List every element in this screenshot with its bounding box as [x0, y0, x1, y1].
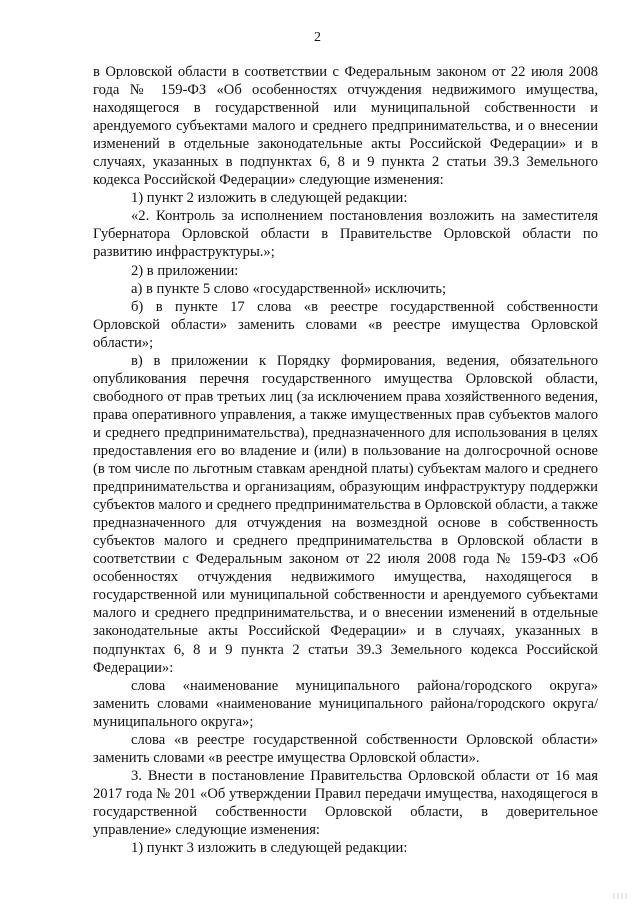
document-body — [93, 63, 598, 857]
paragraph-replace-words-1: слова «наименование муниципального района/городского округа» заменить словами «наименование муниципального района/городского округа/муниципального округа»; — [93, 677, 598, 730]
scan-artifact — [613, 893, 627, 899]
paragraph-replace-words-2: слова «в реестре государственной собственности Орловской области» заменить словами «в реестре имущества Орловской области». — [93, 731, 598, 766]
paragraph-item-1-text: «2. Контроль за исполнением постановления возложить на заместителя Губернатора Орловской области в Правительстве Орловской области по развитию инфраструктуры.»; — [93, 208, 598, 261]
paragraph-item-2a: а) в пункте 5 слово «государственной» исключить; — [131, 280, 447, 297]
paragraph-item-1: 1) пункт 2 изложить в следующей редакции: — [131, 190, 408, 207]
paragraph-item-2b: б) в пункте 17 слова «в реестре государственной собственности Орловской области» заменить словами «в реестре имущества Орловской области»; — [93, 298, 598, 351]
paragraph-item-3: 3. Внести в постановление Правительства Орловской области от 16 мая 2017 года № 201 «Об утверждении Правил передачи имущества, находящегося в государственной собственности Орловской области, в доверительное управление» следующие изменения: — [93, 767, 598, 838]
paragraph-intro-continuation: в Орловской области в соответствии с Федеральным законом от 22 июля 2008 года № 159-ФЗ «Об особенностях отчуждения недвижимого имущества, находящегося в государственной или муниципальной собственности и арендуемого субъектами малого и среднего предпринимательства, и о внесении изменений в отдельные законодательные акты Российской Федерации» и в случаях, указанных в подпунктах 6, 8 и 9 пункта 2 статьи 39.3 Земельного кодекса Российской Федерации» следующие изменения: — [93, 64, 598, 189]
page-number: 2 — [314, 30, 321, 45]
paragraph-item-3-1: 1) пункт 3 изложить в следующей редакции: — [131, 840, 408, 857]
paragraph-item-2: 2) в приложении: — [131, 262, 239, 279]
paragraph-item-2v: в) в приложении к Порядку формирования, ведения, обязательного опубликования перечня государственного имущества Орловской области, свободного от прав третьих лиц (за исключением права хозяйственного ведения, права оперативного управления, а также имущественных прав субъектов малого и среднего предпринимательства), предназначенного для использования в целях предоставления его во владение и (или) в пользование на долгосрочной основе (в том числе по льготным ставкам арендной платы) субъектам малого и среднего предпринимательства и организациям, образующим инфраструктуру поддержки субъектов малого и среднего предпринимательства в Орловской области, а также предназначенного для отчуждения на возмездной основе в собственность субъектов малого и среднего предпринимательства в Орловской области в соответствии с Федеральным законом от 22 июля 2008 года № 159-ФЗ «Об особенностях отчуждения недвижимого имущества, находящегося в государственной или муниципальной собственности и арендуемого субъектами малого и среднего предпринимательства, и о внесении изменений в отдельные законодательные акты Российской Федерации» и в случаях, указанных в подпунктах 6, 8 и 9 пункта 2 статьи 39.3 Земельного кодекса Российской Федерации»: — [93, 352, 598, 676]
